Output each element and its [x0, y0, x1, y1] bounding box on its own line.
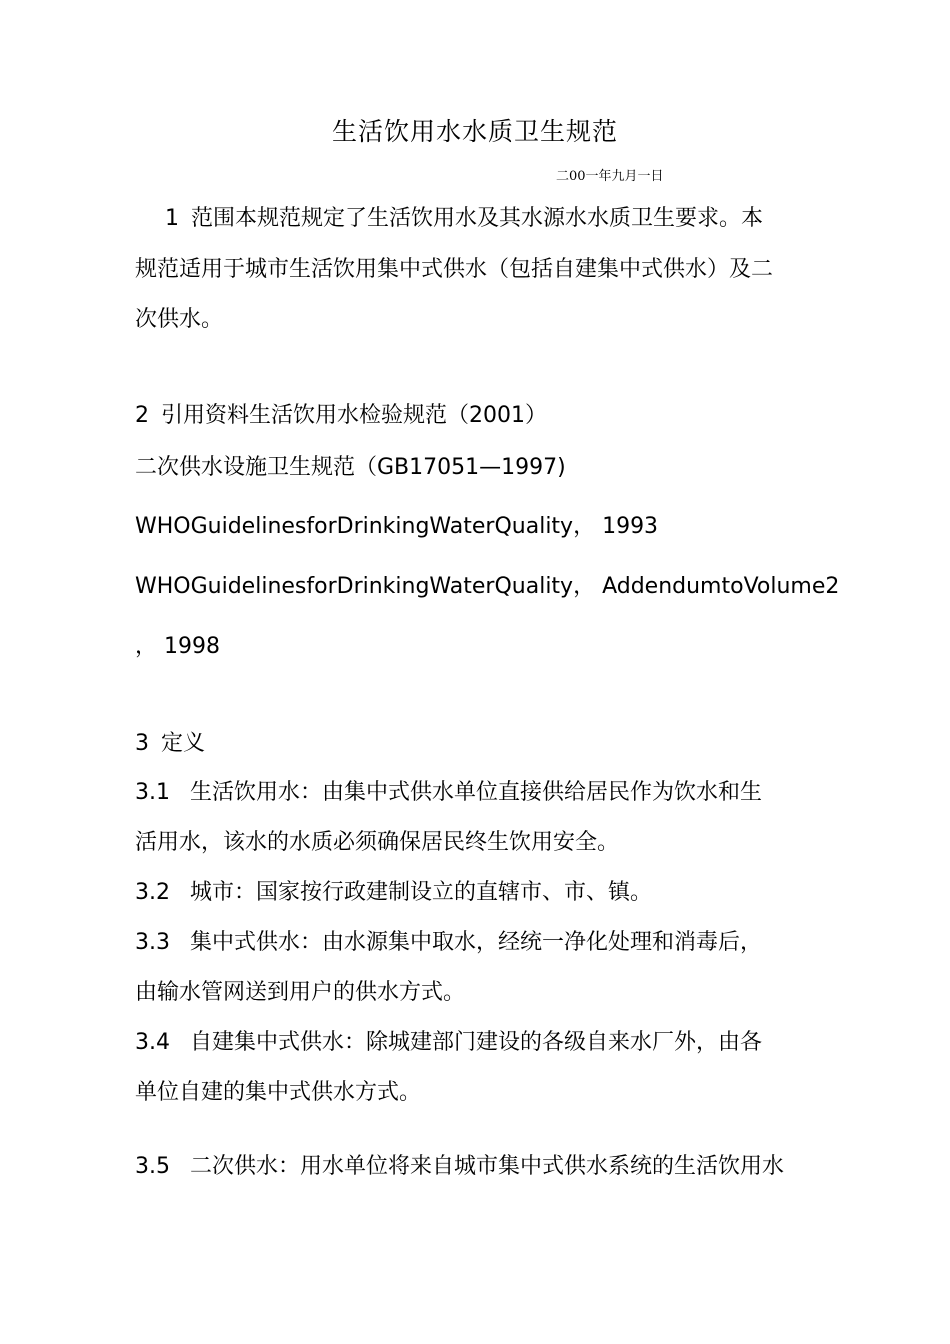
section-number: 2 [135, 403, 149, 428]
section-text: 定义 [161, 731, 206, 756]
section-1-line-1 [135, 204, 763, 234]
section-number: 3.5 [135, 1154, 170, 1179]
section-number: 3.4 [135, 1030, 170, 1055]
section-3-heading [135, 729, 205, 759]
section-text: 引用资料生活饮用水检验规范（2001） [161, 403, 547, 428]
section-2-line-2: 二次供水设施卫生规范（GB17051—1997) [135, 455, 566, 480]
section-number: 3.1 [135, 780, 170, 805]
section-1-line-3: 次供水。 [135, 307, 224, 332]
section-3-1-line-1 [135, 778, 762, 808]
document-date: 二00一年九月一日 [556, 169, 664, 184]
section-3-4-line-1 [135, 1028, 762, 1058]
section-2-line-3: WHOGuidelinesforDrinkingWaterQuality， 1993 [135, 514, 659, 539]
section-3-1-line-2: 活用水，该水的水质必须确保居民终生饮用安全。 [135, 830, 620, 855]
section-number: 3.2 [135, 880, 170, 905]
section-text: 自建集中式供水：除城建部门建设的各级自来水厂外，由各 [190, 1030, 763, 1055]
section-number: 3 [135, 731, 149, 756]
section-2-line-1 [135, 401, 547, 431]
document-title: 生活饮用水水质卫生规范 [331, 117, 618, 146]
section-text: 二次供水：用水单位将来自城市集中式供水系统的生活饮用水 [190, 1154, 785, 1179]
section-3-3-line-1 [135, 928, 762, 958]
section-3-2-line-1 [135, 878, 652, 908]
section-1-line-2: 规范适用于城市生活饮用集中式供水（包括自建集中式供水）及二 [135, 257, 774, 282]
section-text: 范围本规范规定了生活饮用水及其水源水水质卫生要求。本 [191, 206, 764, 231]
section-text: 集中式供水：由水源集中取水，经统一净化处理和消毒后， [190, 930, 763, 955]
section-text: 生活饮用水：由集中式供水单位直接供给居民作为饮水和生 [190, 780, 763, 805]
section-2-line-5: ， 1998 [135, 634, 220, 659]
section-3-4-line-2: 单位自建的集中式供水方式。 [135, 1080, 422, 1105]
section-3-3-line-2: 由输水管网送到用户的供水方式。 [135, 980, 466, 1005]
section-3-5-line-1 [135, 1152, 784, 1182]
section-number: 1 [165, 206, 179, 231]
section-2-line-4: WHOGuidelinesforDrinkingWaterQuality， AddendumtoVolume2 [135, 574, 840, 599]
section-number: 3.3 [135, 930, 170, 955]
section-text: 城市：国家按行政建制设立的直辖市、市、镇。 [190, 880, 653, 905]
